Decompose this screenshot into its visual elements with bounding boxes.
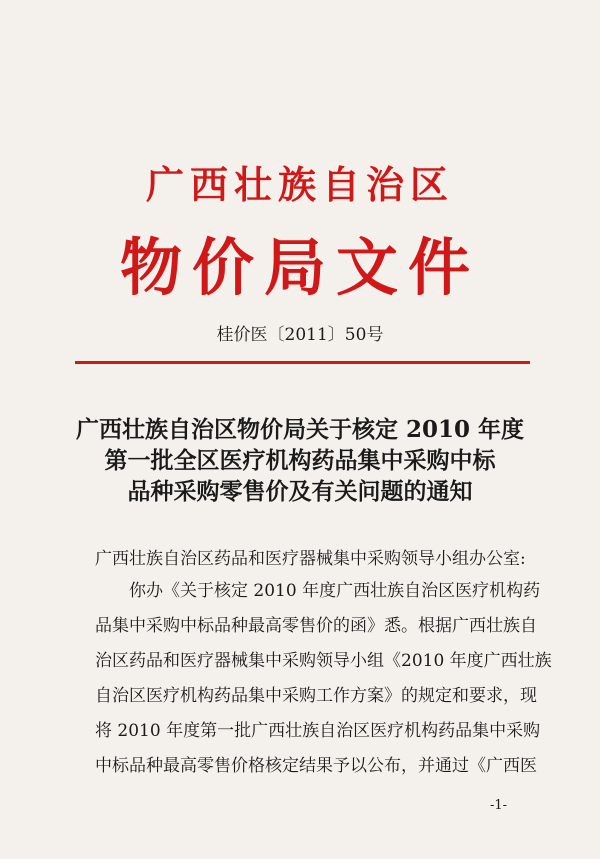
title-line: 品种采购零售价及有关问题的通知 — [127, 478, 473, 505]
document-title — [60, 414, 540, 507]
body-line: 品集中采购中标品种最高零售价的函》悉。根据广西壮族自 — [95, 616, 537, 636]
page-number: -1- — [490, 798, 508, 813]
body-line: 中标品种最高零售价格核定结果予以公布，并通过《广西医 — [95, 756, 537, 776]
issuing-organization: 广西壮族自治区 — [145, 162, 454, 207]
document-number: 桂价医〔2011〕50号 — [216, 325, 384, 345]
body-line: 将 2010 年度第一批广西壮族自治区医疗机构药品集中采购 — [95, 721, 541, 741]
body-line: 你办《关于核定 2010 年度广西壮族自治区医疗机构药 — [129, 581, 541, 601]
document-type-heading: 物价局文件 — [119, 231, 480, 304]
body-line: 自治区医疗机构药品集中采购工作方案》的规定和要求，现 — [95, 686, 537, 706]
body-line: 治区药品和医疗器械集中采购领导小组《2010 年度广西壮族 — [95, 651, 552, 671]
salutation: 广西壮族自治区药品和医疗器械集中采购领导小组办公室: — [95, 549, 526, 569]
title-line: 第一批全区医疗机构药品集中采购中标 — [104, 447, 496, 474]
red-divider-line — [75, 361, 530, 364]
body-text — [95, 574, 552, 784]
title-line: 广西壮族自治区物价局关于核定 2010 年度 — [75, 416, 525, 443]
